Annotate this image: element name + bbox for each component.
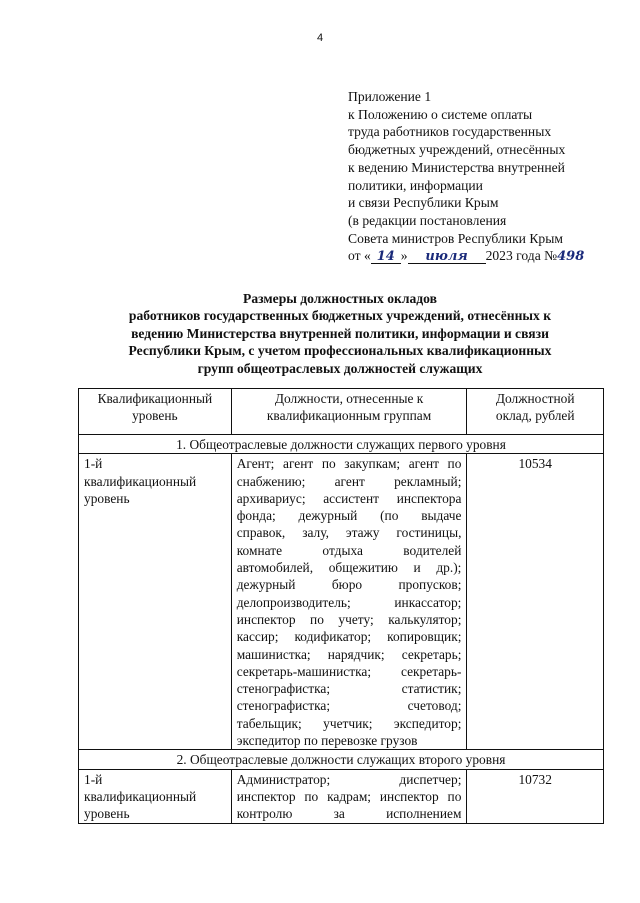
section-row (79, 435, 604, 454)
positions-line: Агент; агент по закупкам; агент по (236, 456, 462, 472)
appendix-line: бюджетных учреждений, отнесённых (348, 142, 566, 158)
table-row (79, 769, 604, 823)
appendix-line: политики, информации (348, 177, 483, 193)
salary-table (78, 388, 604, 824)
level-text: квалификационный (84, 788, 197, 804)
appendix-line: труда работников государственных (348, 124, 552, 140)
positions-line: автомобилей, общежитию и др.); (236, 560, 462, 576)
positions-line: табельщик; учетчик; экспедитор; (236, 715, 462, 731)
title-line: ведению Министерства внутренней политики, информации и связи (131, 325, 549, 341)
positions-list (231, 454, 467, 750)
header-positions (231, 389, 467, 435)
date-month-handwritten: июля (408, 250, 486, 264)
date-number-handwritten: 498 (557, 249, 585, 265)
positions-line: делопроизводитель; инкассатор; (236, 594, 462, 610)
header-text: Должностной (495, 391, 575, 406)
appendix-line: к ведению Министерства внутренней (348, 159, 565, 175)
level-text: квалификационный (84, 473, 197, 489)
positions-line: стенографистка; счетовод; (236, 698, 462, 714)
appendix-block (348, 88, 618, 266)
title-line: Республики Крым, с учетом профессиональных квалификационных (128, 343, 552, 359)
positions-line: архивариус; ассистент инспектора (236, 490, 462, 506)
positions-line: машинистка; нарядчик; секретарь; (236, 646, 462, 662)
header-text: Должности, отнесенные к (274, 391, 424, 406)
header-text: квалификационным группам (266, 408, 432, 424)
header-level (79, 389, 232, 435)
document-title (80, 290, 600, 377)
date-year: 2023 года № (485, 248, 558, 264)
salary-value: 10534 (467, 454, 604, 750)
positions-line: контролю за исполнением (236, 806, 462, 822)
section-title: 2. Общеотраслевые должности служащих второго уровня (79, 750, 604, 769)
qualification-level (79, 769, 232, 823)
positions-line: кассир; кодификатор; копировщик; (236, 629, 462, 645)
page-number: 4 (316, 32, 324, 44)
positions-list (231, 769, 467, 823)
positions-line: Администратор; диспетчер; (236, 771, 462, 787)
positions-line: инспектор по кадрам; инспектор по (236, 788, 462, 804)
level-text: 1-й (84, 456, 103, 472)
section-row (79, 750, 604, 769)
header-salary (467, 389, 604, 435)
section-title: 1. Общеотраслевые должности служащих первого уровня (79, 435, 604, 454)
salary-value: 10732 (467, 769, 604, 823)
header-text: уровень (132, 408, 178, 424)
table-header-row (79, 389, 604, 435)
header-text: оклад, рублей (495, 408, 575, 424)
title-line: Размеры должностных окладов (243, 291, 437, 306)
level-text: уровень (84, 490, 130, 506)
positions-line: дежурный бюро пропусков; (236, 577, 462, 593)
level-text: 1-й (84, 771, 103, 787)
positions-line: справок, залу, этажу гостиницы, (236, 525, 462, 541)
positions-line: фонда; дежурный (по выдаче (236, 508, 462, 524)
header-text: Квалификационный (97, 391, 213, 406)
date-mid: » (400, 248, 408, 264)
qualification-level (79, 454, 232, 750)
positions-line: снабжению; агент рекламный; (236, 473, 462, 489)
table-row (79, 454, 604, 750)
date-day-handwritten: 14 (371, 250, 401, 264)
positions-line: секретарь-машинистка; секретарь- (236, 663, 462, 679)
appendix-line: Совета министров Республики Крым (348, 230, 563, 246)
appendix-line: Приложение 1 (348, 89, 432, 104)
title-line: групп общеотраслевых должностей служащих (197, 360, 483, 376)
positions-line: стенографистка; статистик; (236, 681, 462, 697)
positions-line: комнате отдыха водителей (236, 542, 462, 558)
appendix-line: (в редакции постановления (348, 212, 507, 228)
positions-line: инспектор по учету; калькулятор; (236, 611, 462, 627)
positions-line: экспедитор по перевозке грузов (236, 733, 418, 749)
appendix-line: и связи Республики Крым (348, 195, 499, 211)
appendix-line: к Положению о системе оплаты (348, 106, 533, 122)
date-line (348, 247, 618, 266)
title-line: работников государственных бюджетных учреждений, отнесённых к (128, 308, 552, 324)
date-prefix: от « (348, 248, 371, 264)
level-text: уровень (84, 806, 130, 822)
